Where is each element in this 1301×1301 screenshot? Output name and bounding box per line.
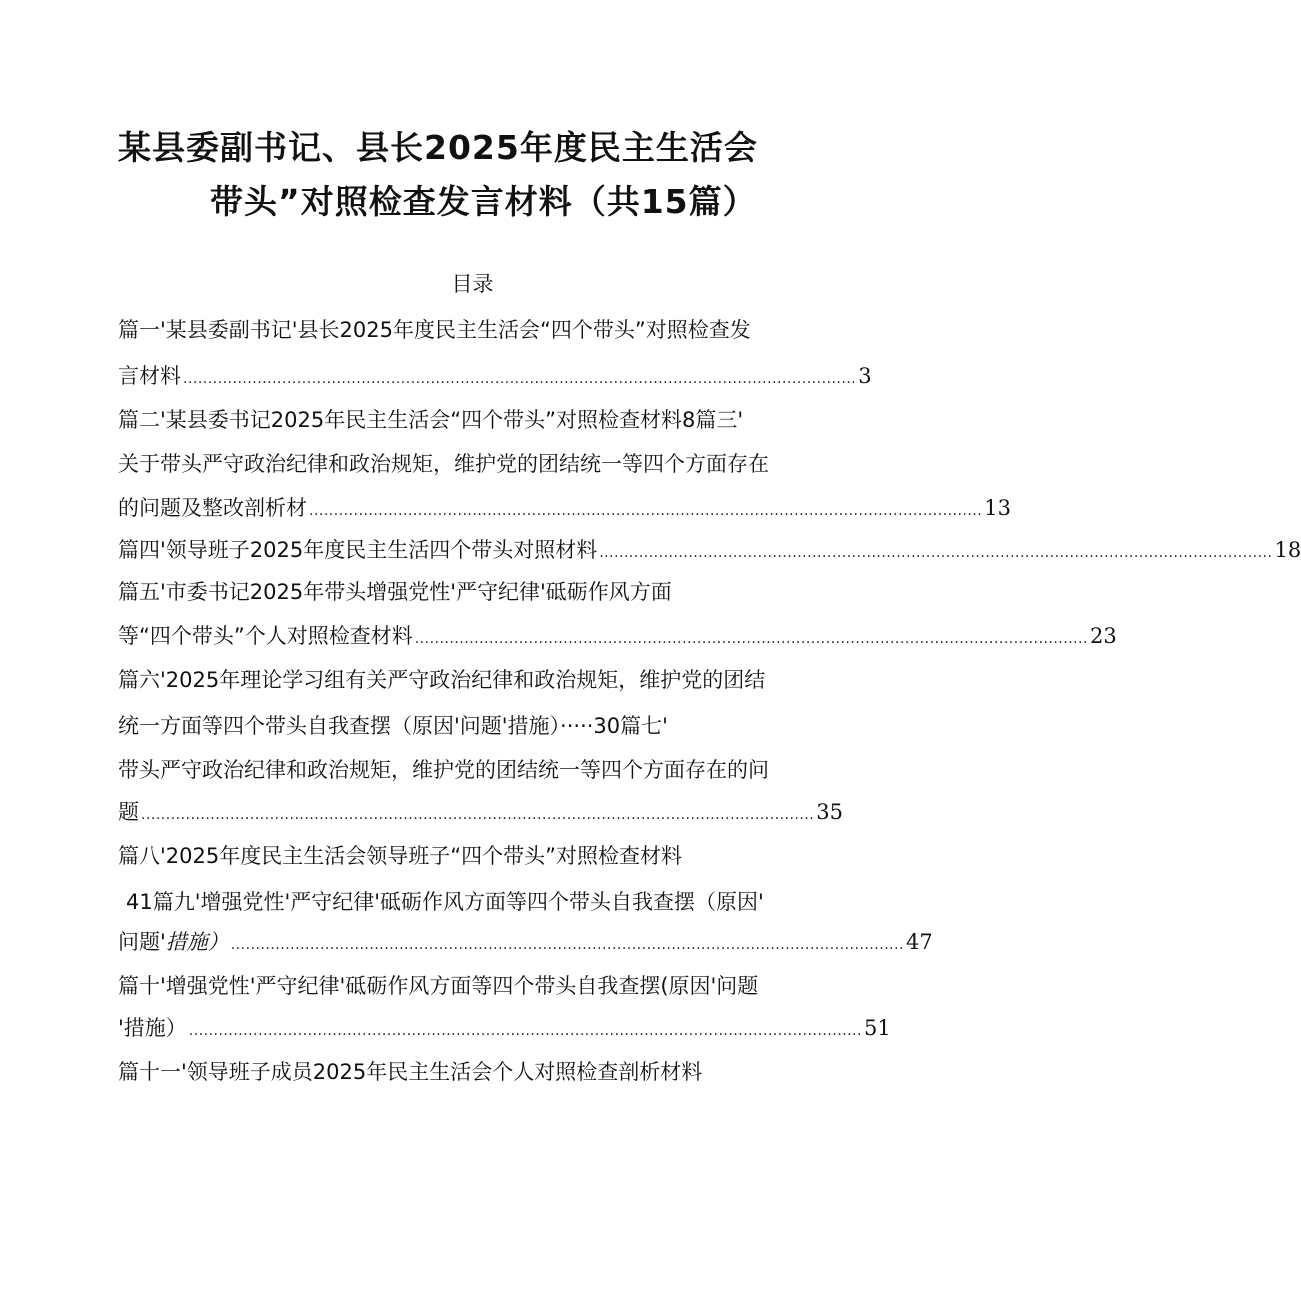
toc-page-number: 47 [906,930,933,954]
document-title-line-1: 某县委副书记、县长2025年度民主生活会 [118,128,758,167]
toc-line-text: 带头严守政治纪律和政治规矩，维护党的团结统一等四个方面存在的问 [118,758,769,782]
toc-line[interactable] [118,410,743,431]
toc-line-text: 篇十一'领导班子成员2025年民主生活会个人对照检查剖析材料 [118,1060,703,1084]
toc-entry-text: 篇四'领导班子2025年度民主生活四个带头对照材料 [118,538,598,562]
toc-entry-text: 等“四个带头”个人对照检查材料 [118,624,413,648]
toc-line[interactable] [126,892,764,913]
toc-entry[interactable] [118,800,843,824]
toc-leader: ........................................................................................................................................ [414,631,1088,647]
toc-entry-text-part: 问题' [118,930,166,954]
toc-line[interactable] [118,454,769,475]
toc-line-text: 统一方面等四个带头自我查摆（原因'问题'措施）·····30篇七' [118,714,668,738]
toc-entry-text: 题 [118,800,139,824]
toc-entry[interactable] [118,1016,891,1040]
toc-entry-text: 的问题及整改剖析材 [118,496,307,520]
toc-line[interactable] [118,582,672,603]
toc-page-number: 18 [1274,538,1301,562]
toc-page-number: 51 [864,1016,891,1040]
toc-line-text: 篇六'2025年理论学习组有关严守政治纪律和政治规矩，维护党的团结 [118,668,766,692]
toc-entry-text: 言材料 [118,364,181,388]
toc-entry[interactable] [118,496,1011,520]
toc-entry[interactable] [118,624,1117,648]
toc-page-number: 3 [858,364,872,388]
toc-entry-text-italic: 措施） [165,930,229,954]
toc-page-number: 35 [816,800,843,824]
toc-line[interactable] [118,846,682,867]
toc-entry[interactable] [118,538,1301,562]
toc-leader: ........................................................................................................................................ [599,545,1273,561]
toc-entry-text: '措施） [118,1016,187,1040]
document-title-line-2: 带头”对照检查发言材料（共15篇） [210,182,757,221]
toc-line[interactable] [118,760,769,781]
toc-heading: 目录 [451,272,494,296]
toc-line-text: 篇一'某县委副书记'县长2025年度民主生活会“四个带头”对照检查发 [118,318,751,342]
toc-entry[interactable] [118,364,872,388]
toc-leader: ........................................................................................................................................ [188,1023,863,1039]
toc-leader: ........................................................................................................................................ [309,503,983,519]
toc-line[interactable] [118,670,765,691]
toc-line-text: 关于带头严守政治纪律和政治规矩，维护党的团结统一等四个方面存在 [118,452,769,476]
toc-line-text: 篇五'市委书记2025年带头增强党性'严守纪律'砥砺作风方面 [118,580,672,604]
toc-entry-text [118,932,229,953]
toc-line-text: 篇二'某县委书记2025年民主生活会“四个带头”对照检查材料8篇三' [118,408,744,432]
toc-leader: ........................................................................................................................................ [183,371,857,387]
toc-leader: ........................................................................................................................................ [230,937,905,953]
toc-line[interactable] [118,716,668,737]
toc-page-number: 13 [984,496,1011,520]
toc-line-text: 篇十'增强党性'严守纪律'砥砺作风方面等四个带头自我查摆(原因'问题 [118,974,759,998]
toc-line[interactable] [118,976,758,997]
toc-line[interactable] [118,320,751,341]
toc-entry[interactable] [118,930,933,954]
toc-line[interactable] [118,1062,702,1083]
toc-line-text: 篇八'2025年度民主生活会领导班子“四个带头”对照检查材料 [118,844,682,868]
toc-page-number: 23 [1090,624,1117,648]
toc-leader: ........................................................................................................................................ [141,807,815,823]
toc-line-text: 41篇九'增强党性'严守纪律'砥砺作风方面等四个带头自我查摆（原因' [126,890,764,914]
